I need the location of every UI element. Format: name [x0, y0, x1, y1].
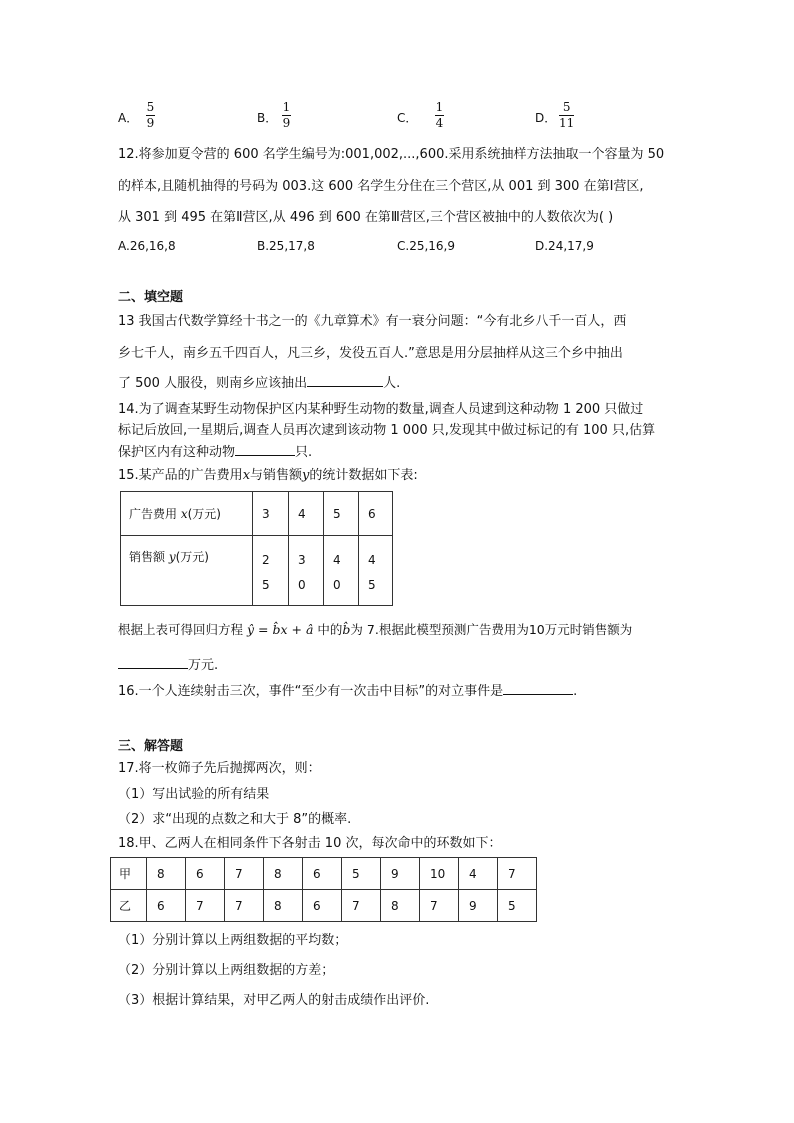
q15-text: 根据上表可得回归方程	[118, 622, 244, 637]
q18-sub-2: （2）分别计算以上两组数据的方差；	[118, 963, 335, 978]
fraction	[559, 101, 574, 130]
q18-score-table	[110, 857, 537, 922]
q15-text: 中的	[317, 622, 343, 637]
numerator: 5	[562, 100, 571, 114]
table-cell: 9	[459, 890, 498, 922]
q13-text: 了 500 人服役，则南乡应该抽出	[118, 376, 308, 391]
label-unit: (万元)	[187, 507, 221, 521]
denominator: 4	[435, 116, 444, 130]
digit: 0	[333, 578, 341, 592]
q14-line-3	[118, 444, 312, 462]
table-header-cell	[121, 492, 253, 536]
table-cell	[324, 536, 359, 606]
q13-line-2: 乡七千人，南乡五千四百人，凡三乡，发役五百人.”意思是用分层抽样从这三个乡中抽出	[118, 346, 623, 361]
digit: 5	[262, 578, 270, 592]
q16-text: 16.一个人连续射击三次，事件“至少有一次击中目标”的对立事件是	[118, 684, 504, 699]
table-cell: 8	[264, 890, 303, 922]
q13-text-end: 人.	[383, 376, 401, 391]
option-letter: C．	[397, 111, 418, 125]
table-row	[121, 492, 393, 536]
digit: 4	[368, 553, 376, 567]
q13-line-3	[118, 375, 400, 393]
table-row	[111, 858, 537, 890]
table-cell: 4	[289, 492, 324, 536]
label-unit: (万元)	[175, 550, 209, 564]
option-letter: D．	[535, 111, 557, 125]
table-cell: 6	[303, 858, 342, 890]
denominator: 9	[146, 116, 155, 130]
q15-unit: 万元.	[188, 658, 219, 673]
table-header-cell	[121, 536, 253, 606]
table-cell: 9	[381, 858, 420, 890]
q12-line-2: 的样本,且随机抽得的号码为 003.这 600 名学生分住在三个营区,从 001 到 300 在第Ⅰ营区,	[118, 179, 644, 194]
table-cell: 7	[342, 890, 381, 922]
digit: 4	[333, 553, 341, 567]
section-heading-fill-in: 二、填空题	[118, 290, 184, 305]
table-cell: 5	[342, 858, 381, 890]
variable-x: x	[180, 507, 188, 521]
answer-blank[interactable]	[503, 694, 573, 695]
label-text: 销售额	[129, 550, 166, 564]
numerator: 5	[146, 100, 155, 114]
table-cell: 7	[498, 858, 537, 890]
q18-line-1: 18.甲、乙两人在相同条件下各射击 10 次，每次命中的环数如下：	[118, 836, 502, 851]
q12-option-a: A.26,16,8	[118, 239, 176, 253]
variable-y: y	[168, 550, 176, 564]
fraction	[282, 101, 291, 130]
digit: 0	[298, 578, 306, 592]
q17-line-2: （1）写出试验的所有结果	[118, 787, 270, 802]
table-cell: 6	[186, 858, 225, 890]
table-cell: 5	[498, 890, 537, 922]
q15-text: 与销售额	[250, 468, 303, 483]
digit: 2	[262, 553, 270, 567]
q14-text-end: 只.	[295, 445, 313, 460]
table-row	[111, 890, 537, 922]
table-header-cell: 甲	[111, 858, 147, 890]
answer-blank[interactable]	[307, 386, 383, 387]
label-text: 广告费用	[129, 507, 178, 521]
table-cell: 8	[264, 858, 303, 890]
table-cell: 7	[420, 890, 459, 922]
table-cell: 7	[186, 890, 225, 922]
variable-x: x	[242, 468, 251, 483]
fraction	[435, 101, 444, 130]
q15-after-table	[118, 621, 632, 639]
q16-end: .	[573, 684, 578, 699]
q13-line-1: 13 我国古代数学算经十书之一的《九章算术》有一衰分问题：“今有北乡八千一百人，西	[118, 314, 627, 329]
q18-sub-3: （3）根据计算结果，对甲乙两人的射击成绩作出评价.	[118, 993, 430, 1008]
numerator: 1	[435, 100, 444, 114]
q12-line-3: 从 301 到 495 在第Ⅱ营区,从 496 到 600 在第Ⅲ营区,三个营区被抽中的人数依次为( )	[118, 210, 614, 225]
table-cell: 4	[459, 858, 498, 890]
option-letter: B．	[257, 111, 278, 125]
table-cell: 6	[147, 890, 186, 922]
q17-line-1: 17.将一枚筛子先后抛掷两次，则：	[118, 761, 321, 776]
q12-line-1: 12.将参加夏令营的 600 名学生编号为:001,002,...,600.采用系统抽样方法抽取一个容量为 50	[118, 147, 665, 162]
table-cell: 5	[324, 492, 359, 536]
q14-line-2: 标记后放回,一星期后,调查人员再次逮到该动物 1 000 只,发现其中做过标记的有 100 只,估算	[118, 423, 656, 438]
table-cell: 8	[381, 890, 420, 922]
denominator: 11	[559, 116, 575, 130]
q15-text: 15.某产品的广告费用	[118, 468, 243, 483]
fraction	[146, 101, 155, 130]
digit: 3	[298, 553, 306, 567]
q12-option-b: B.25,17,8	[257, 239, 315, 253]
table-cell: 7	[225, 858, 264, 890]
q18-sub-1: （1）分别计算以上两组数据的平均数；	[118, 933, 348, 948]
variable-y: y	[302, 468, 310, 483]
table-cell: 3	[253, 492, 289, 536]
section-heading-solutions: 三、解答题	[118, 739, 184, 754]
table-cell: 7	[225, 890, 264, 922]
denominator: 9	[282, 116, 291, 130]
q15-text: 为 7.根据此模型预测广告费用为10万元时销售额为	[350, 622, 633, 637]
table-cell	[359, 536, 393, 606]
digit: 5	[368, 578, 376, 592]
q15-data-table	[120, 491, 393, 606]
table-cell: 10	[420, 858, 459, 890]
q14-line-1: 14.为了调查某野生动物保护区内某种野生动物的数量,调查人员逮到这种动物 1 200 只做过	[118, 402, 644, 417]
regression-equation: ŷ = b̂x + â	[247, 622, 314, 637]
table-row	[121, 536, 393, 606]
q16-line	[118, 683, 577, 701]
q15-text: 的统计数据如下表:	[309, 468, 418, 483]
numerator: 1	[282, 100, 291, 114]
table-cell: 8	[147, 858, 186, 890]
table-header-cell: 乙	[111, 890, 147, 922]
table-cell: 6	[359, 492, 393, 536]
answer-blank[interactable]	[235, 455, 295, 456]
table-cell	[289, 536, 324, 606]
q17-line-3: （2）求“出现的点数之和大于 8”的概率.	[118, 812, 352, 827]
option-letter: A．	[118, 111, 139, 125]
table-cell	[253, 536, 289, 606]
answer-blank[interactable]	[118, 668, 188, 669]
q12-option-c: C.25,16,9	[397, 239, 455, 253]
q12-option-d: D.24,17,9	[535, 239, 594, 253]
b-hat: b̂	[342, 622, 351, 637]
q15-answer-line	[118, 657, 218, 675]
q14-text: 保护区内有这种动物	[118, 445, 236, 460]
q15-intro	[118, 467, 418, 485]
table-cell: 6	[303, 890, 342, 922]
